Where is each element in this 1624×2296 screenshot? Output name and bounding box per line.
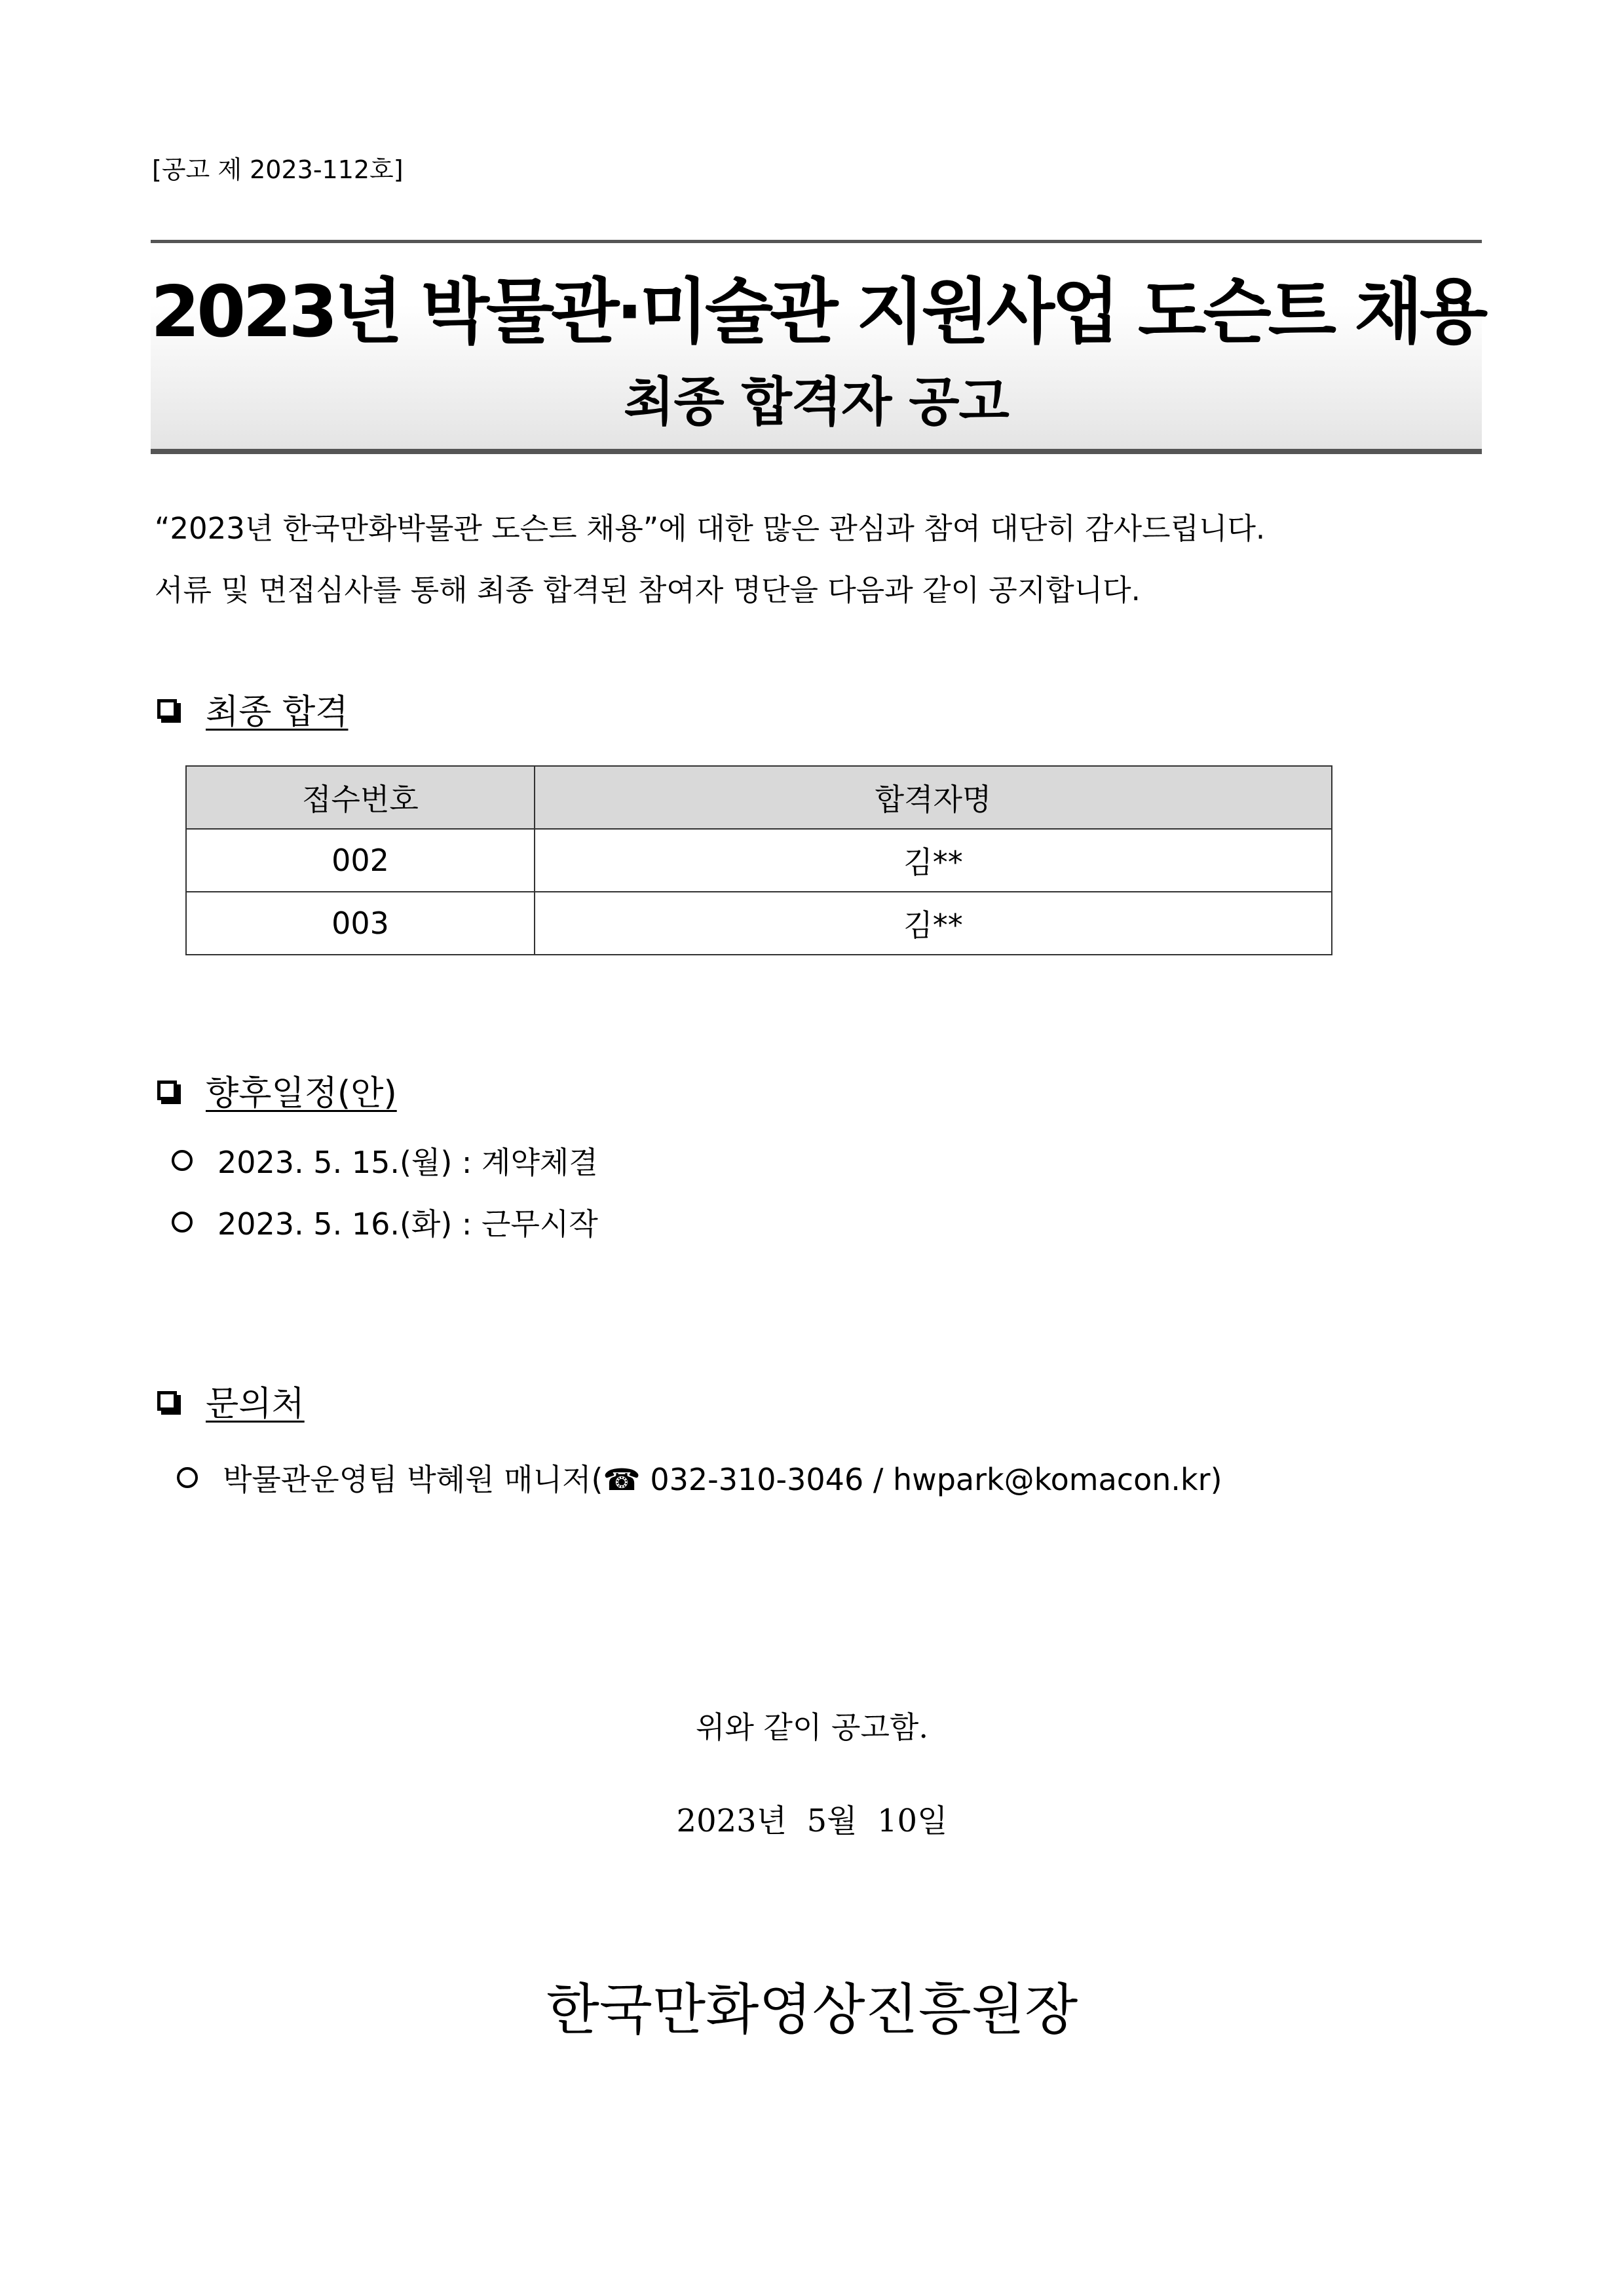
section-final-result bbox=[157, 684, 348, 733]
schedule-item-text: 2023. 5. 15.(월) : 계약체결 bbox=[217, 1145, 598, 1180]
checkbox-square-icon bbox=[157, 1081, 177, 1100]
checkbox-square-icon bbox=[157, 699, 177, 719]
circle-bullet-icon bbox=[172, 1212, 193, 1233]
intro-line-2: 서류 및 면접심사를 통해 최종 합격된 참여자 명단을 다음과 같이 공지합니다. bbox=[155, 573, 1141, 607]
title-box bbox=[151, 240, 1485, 454]
checkbox-square-icon bbox=[157, 1391, 177, 1411]
circle-bullet-icon bbox=[172, 1150, 193, 1171]
applicant-name-cell: 김** bbox=[535, 829, 1332, 892]
section-contact bbox=[157, 1376, 305, 1425]
schedule-item bbox=[172, 1200, 598, 1244]
notice-number: [공고 제 2023-112호] bbox=[152, 155, 404, 184]
announcement-date: 2023년 5월 10일 bbox=[676, 1803, 948, 1839]
column-header: 합격자명 bbox=[535, 766, 1332, 829]
contact-item-text: 박물관운영팀 박혜원 매니저(☎ 032-310-3046 / hwpark@komacon.kr) bbox=[223, 1462, 1222, 1497]
table-row bbox=[186, 829, 1332, 892]
closing-statement: 위와 같이 공고함. bbox=[696, 1710, 928, 1745]
result-table bbox=[185, 765, 1332, 955]
receipt-number-cell: 002 bbox=[186, 829, 535, 892]
schedule-item-text: 2023. 5. 16.(화) : 근무시작 bbox=[217, 1206, 598, 1242]
applicant-name-cell: 김** bbox=[535, 892, 1332, 955]
contact-item bbox=[177, 1456, 1222, 1499]
column-header: 접수번호 bbox=[186, 766, 535, 829]
table-row bbox=[186, 892, 1332, 955]
section-heading: 최종 합격 bbox=[206, 693, 349, 732]
section-heading: 문의처 bbox=[206, 1385, 305, 1424]
circle-bullet-icon bbox=[177, 1467, 198, 1488]
page-title: 2023년 박물관·미술관 지원사업 도슨트 채용 bbox=[151, 271, 1485, 353]
section-schedule bbox=[157, 1065, 397, 1115]
intro-line-1: “2023년 한국만화박물관 도슨트 채용”에 대한 많은 관심과 참여 대단히 감사드립니다. bbox=[155, 511, 1266, 546]
schedule-item bbox=[172, 1139, 598, 1182]
table-header-row bbox=[186, 766, 1332, 829]
issuer-name: 한국만화영상진흥원장 bbox=[546, 1978, 1078, 2042]
receipt-number-cell: 003 bbox=[186, 892, 535, 955]
page-subtitle: 최종 합격자 공고 bbox=[624, 372, 1009, 432]
section-heading: 향후일정(안) bbox=[206, 1074, 397, 1113]
